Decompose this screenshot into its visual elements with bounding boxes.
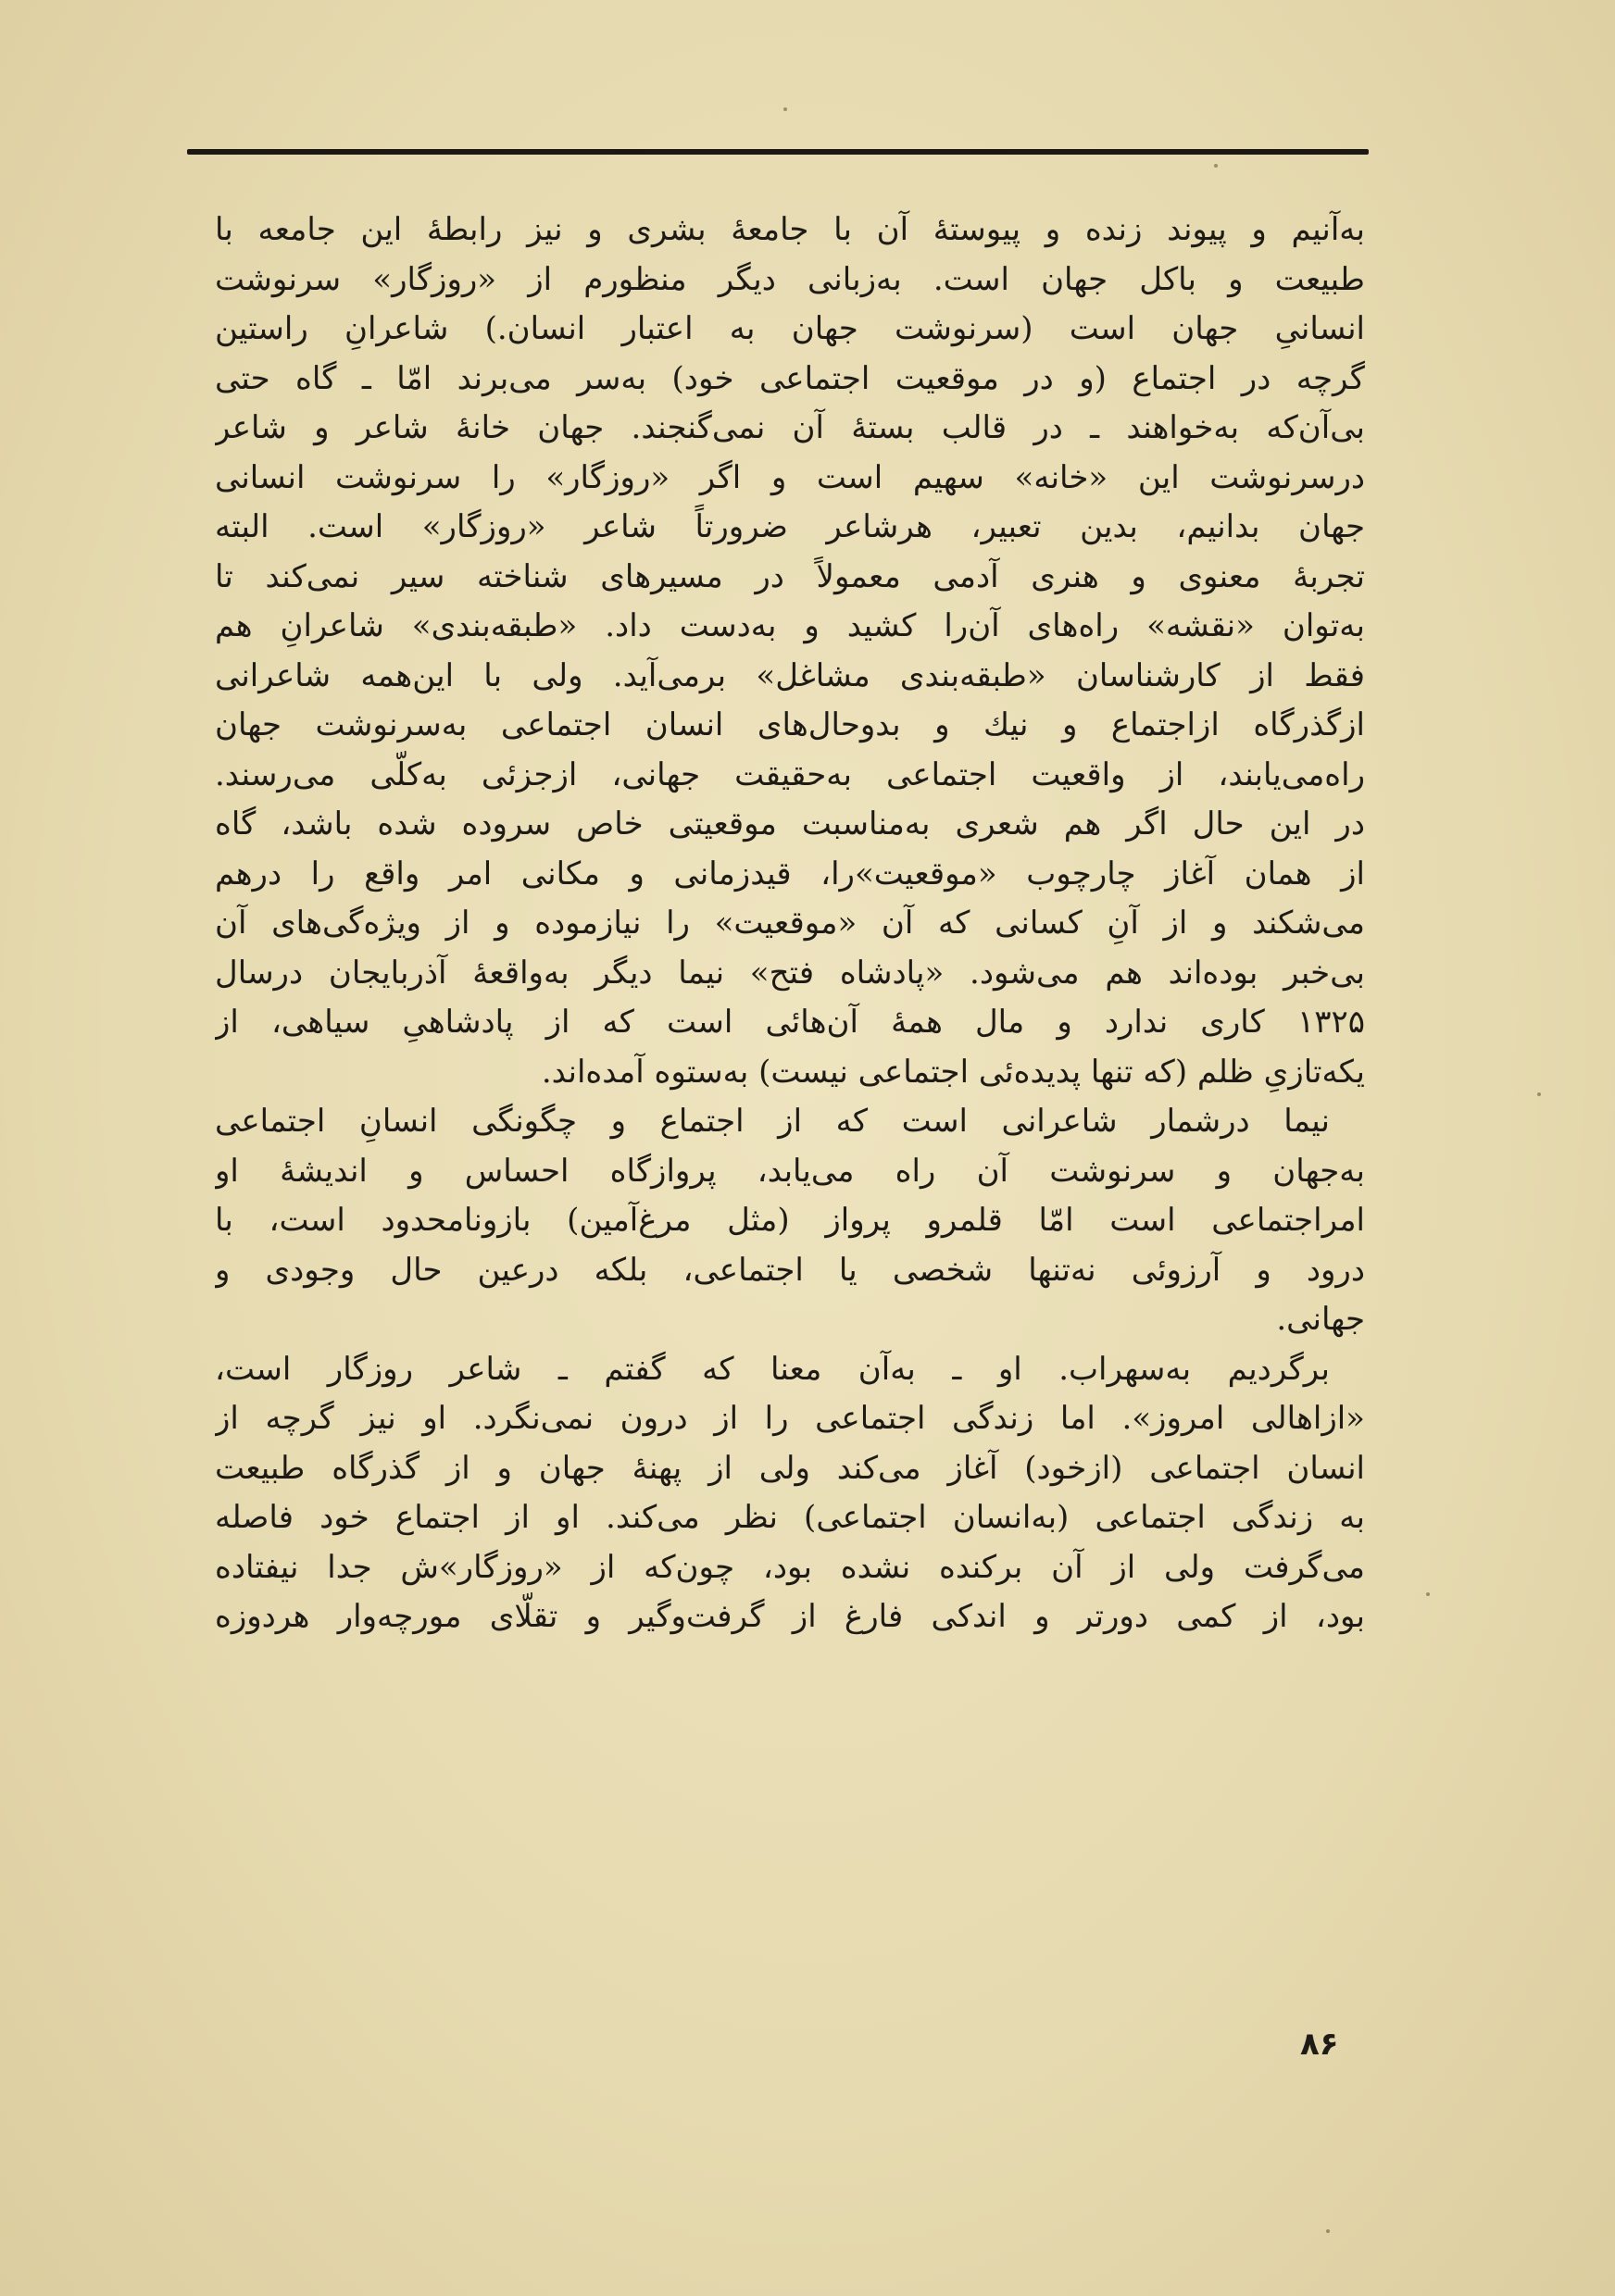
- text-line: در این حال اگر هم شعری به‌مناسبت موقعیتی خاص سروده شده باشد، گاه: [215, 805, 1365, 842]
- text-line: طبیعت و باکل جهان است. به‌زبانی دیگر منظورم از «روزگار» سرنوشت: [215, 260, 1365, 298]
- header-rule: [187, 149, 1369, 155]
- text-line: بود، از کمی دورتر و اندکی فارغ از گرفت‌وگیر و تقلّای مورچه‌وار هردوزه: [215, 1598, 1365, 1635]
- text-line: می‌گرفت ولی از آن برکنده نشده بود، چون‌که از «روزگار»ش جدا نیفتاده: [215, 1548, 1365, 1586]
- text-line: تجربهٔ معنوی و هنری آدمی معمولاً در مسیرهای شناخته سیر نمی‌کند تا: [215, 557, 1365, 595]
- text-line: انسان اجتماعی (ازخود) آغاز می‌کند ولی از پهنهٔ جهان و از گذرگاه طبیعت: [215, 1449, 1365, 1487]
- text-line: راه‌می‌یابند، از واقعیت اجتماعی به‌حقیقت جهانی، ازجزئی به‌کلّی می‌رسند.: [215, 755, 1365, 793]
- text-line: ۱۳۲۵ کاری ندارد و مال همهٔ آن‌هائی است که از پادشاهیِ سیاهی، از: [215, 1004, 1365, 1041]
- text-line: به‌توان «نقشه» راه‌های آن‌را کشید و به‌دست داد. «طبقه‌بندی» شاعرانِ هم: [215, 607, 1365, 644]
- text-line: نیما درشمار شاعرانی است که از اجتماع و چگونگی انسانِ اجتماعی: [215, 1103, 1330, 1140]
- text-line: برگردیم به‌سهراب. او ـ به‌آن معنا که گفتم ـ شاعر روزگار است،: [215, 1350, 1330, 1388]
- paper-speck: [1426, 1592, 1430, 1596]
- text-line: ازگذرگاه ازاجتماع و نیك و بدوحال‌های انسان اجتماعی به‌سرنوشت جهان: [215, 706, 1365, 743]
- text-line: به‌آنیم و پیوند زنده و پیوستهٔ آن با جامعهٔ بشری و نیز رابطهٔ این جامعه با: [215, 211, 1365, 248]
- text-line: بی‌آن‌که به‌خواهند ـ در قالب بستهٔ آن نمی‌گنجند. جهان خانهٔ شاعر و شاعر: [215, 409, 1365, 446]
- text-line: فقط از کارشناسان «طبقه‌بندی مشاغل» برمی‌آید. ولی با این‌همه شاعرانی: [215, 656, 1365, 694]
- text-line: امراجتماعی است امّا قلمرو پرواز (مثل مرغ‌آمین) بازونامحدود است، با: [215, 1202, 1365, 1239]
- paper-speck: [1537, 1092, 1541, 1096]
- text-line: به زندگی اجتماعی (به‌انسان اجتماعی) نظر می‌کند. او از اجتماع خود فاصله: [215, 1499, 1365, 1536]
- text-line: انسانیِ جهان است (سرنوشت جهان به اعتبار انسان.) شاعرانِ راستین: [215, 310, 1365, 347]
- text-line: جهانی.: [1276, 1301, 1365, 1338]
- paper-speck: [783, 107, 787, 111]
- text-line: از همان آغاز چارچوب «موقعیت»را، قیدزمانی و مکانی امر واقع را درهم: [215, 855, 1365, 892]
- text-line: درود و آرزوئی نه‌تنها شخصی یا اجتماعی، بلکه درعین حال وجودی و: [215, 1251, 1365, 1289]
- text-line: بی‌خبر بوده‌اند هم می‌شود. «پادشاه فتح» نیما دیگر به‌واقعهٔ آذربایجان درسال: [215, 954, 1365, 992]
- text-line: یکه‌تازیِ ظلم (که تنها پدیده‌ئی اجتماعی نیست) به‌ستوه آمده‌اند.: [541, 1053, 1365, 1091]
- page-number: ۸۶: [1300, 2026, 1339, 2063]
- text-line: به‌جهان و سرنوشت آن راه می‌یابد، پروازگاه احساس و اندیشهٔ او: [215, 1152, 1365, 1190]
- text-line: گرچه در اجتماع (و در موقعیت اجتماعی خود) به‌سر می‌برند امّا ـ گاه حتی: [215, 359, 1365, 397]
- text-line: «ازاهالی امروز». اما زندگی اجتماعی را از درون نمی‌نگرد. او نیز گرچه از: [215, 1400, 1365, 1437]
- paper-speck: [1326, 2229, 1330, 2233]
- text-line: جهان بدانیم، بدین تعبیر، هرشاعر ضرورتاً شاعر «روزگار» است. البته: [215, 508, 1365, 545]
- body-text: [215, 206, 1365, 1642]
- text-line: درسرنوشت این «خانه» سهیم است و اگر «روزگار» را سرنوشت انسانی: [215, 458, 1365, 496]
- paper-speck: [1214, 164, 1218, 168]
- text-line: می‌شکند و از آنِ کسانی که آن «موقعیت» را نیازموده و از ویژه‌گی‌های آن: [215, 905, 1365, 942]
